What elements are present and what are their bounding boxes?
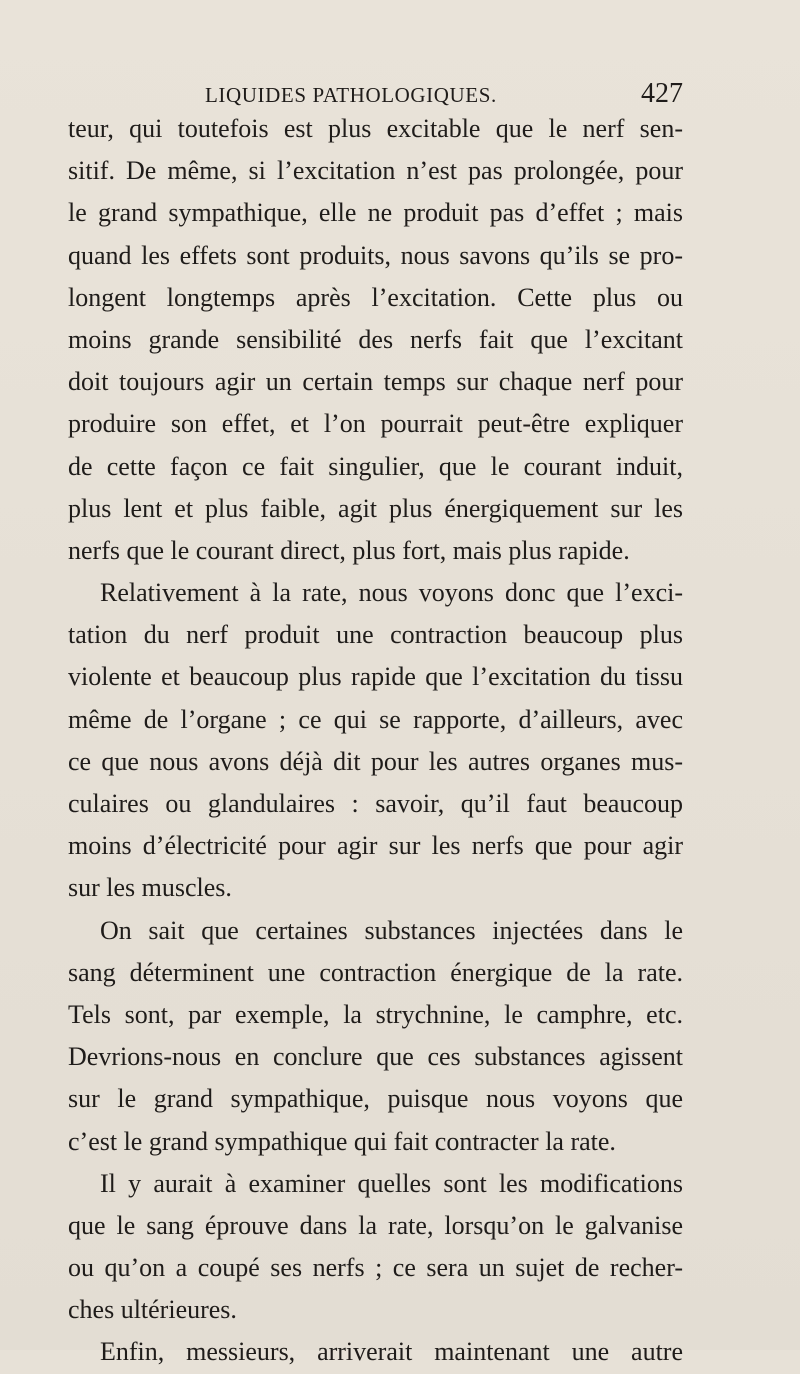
text-line: sitif. De même, si l’excitation n’est pas prolongée, pour [68,156,683,186]
text-line: de cette façon ce fait singulier, que le courant induit, [68,451,683,481]
text-line: violente et beaucoup plus rapide que l’excitation du tissu [68,662,683,692]
text-line: c’est le grand sympathique qui fait contracter la rate. [68,1126,616,1156]
text-line: ou qu’on a coupé ses nerfs ; ce sera un sujet de recher- [68,1253,683,1283]
text-line: moins grande sensibilité des nerfs fait que l’excitant [68,324,683,354]
page-number: 427 [641,78,683,109]
paragraph-start-line: On sait que certaines substances injectées dans le [100,915,683,945]
text-line: teur, qui toutefois est plus excitable que le nerf sen- [68,114,683,143]
text-line: ches ultérieures. [68,1295,237,1325]
text-line: le grand sympathique, elle ne produit pas d’effet ; mais [68,198,683,228]
paragraph-start-line: Enfin, messieurs, arriverait maintenant une autre [100,1337,683,1367]
text-line: sur le grand sympathique, puisque nous voyons que [68,1084,683,1114]
text-line: moins d’électricité pour agir sur les nerfs que pour agir [68,831,683,861]
text-line: même de l’organe ; ce qui se rapporte, d’ailleurs, avec [68,704,683,734]
body-text [68,108,683,1374]
text-line: nerfs que le courant direct, plus fort, mais plus rapide. [68,535,630,565]
text-line: sur les muscles. [68,873,232,903]
text-line: Devrions-nous en conclure que ces substances agissent [68,1042,683,1072]
text-line: sang déterminent une contraction énergique de la rate. [68,957,683,987]
text-line: que le sang éprouve dans la rate, lorsqu’on le galvanise [68,1210,683,1240]
text-line: tation du nerf produit une contraction beaucoup plus [68,620,683,650]
paragraph-start-line: Il y aurait à examiner quelles sont les modifications [100,1168,683,1198]
text-line: quand les effets sont produits, nous savons qu’ils se pro- [68,240,683,270]
running-head: LIQUIDES PATHOLOGIQUES. [205,83,497,107]
page-header [205,80,683,110]
paragraph-start-line: Relativement à la rate, nous voyons donc que l’exci- [100,578,683,608]
text-line: plus lent et plus faible, agit plus énergiquement sur les [68,493,683,523]
text-line: Tels sont, par exemple, la strychnine, le camphre, etc. [68,999,683,1029]
text-line: produire son effet, et l’on pourrait peut-être expliquer [68,409,683,439]
text-line: doit toujours agir un certain temps sur chaque nerf pour [68,367,683,397]
text-line: longent longtemps après l’excitation. Cette plus ou [68,282,683,312]
text-line: culaires ou glandulaires : savoir, qu’il faut beaucoup [68,789,683,818]
text-line: ce que nous avons déjà dit pour les autres organes mus- [68,746,683,776]
